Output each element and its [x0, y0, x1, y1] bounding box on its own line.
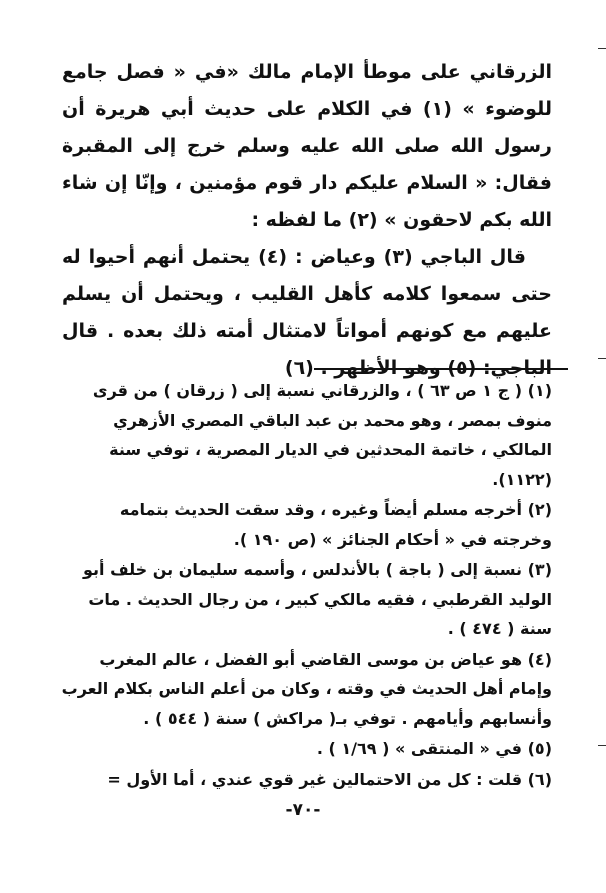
footnote: (٤) هو عياض بن موسى القاضي أبو الفضل ، عالم المغرب وإمام أهل الحديث في وقته ، وكان من أعلم الناس بكلام العرب وأنسابهم وأيامهم . توفي بـ( مراكش ) سنة ( ٥٤٤ ) .: [61, 649, 552, 728]
continuation-mark: =: [107, 769, 121, 789]
footnote-continued: [60, 765, 552, 795]
main-paragraph: قال الباجي (٣) وعياض : (٤) يحتمل أنهم أحيوا له حتى سمعوا كلامه كأهل القليب ، ويحتمل أن يسلم عليهم مع كونهم أمواتاً لامتثال أمته ذلك بعده . قال الباجي: (٥) وهو الأظهر . (٦): [62, 246, 552, 379]
footnote: (٥) في « المنتقى » ( ١/٦٩ ) .: [316, 739, 552, 758]
footnote-text: (٦) قلت : كل من الاحتمالين غير قوي عندي ، أما الأول: [126, 769, 552, 789]
footnote-separator: [314, 368, 568, 370]
margin-tick: [598, 358, 606, 359]
footnote: (٢) أخرجه مسلم أيضاً وغيره ، وقد سقت الحديث بتمامه وخرجته في « أحكام الجنائز » (ص ١٩٠ ).: [119, 500, 552, 549]
footnote: (٣) نسبة إلى ( باجة ) بالأندلس ، وأسمه سليمان بن خلف أبو الوليد القرطبي ، فقيه مالكي كبير ، من رجال الحديث . مات سنة ( ٤٧٤ ) .: [82, 560, 552, 638]
footnote: (١) ( ج ١ ص ٦٣ ) ، والزرقاني نسبة إلى ( زرقان ) من قرى منوف بمصر ، وهو محمد بن عبد الباقي المصري الأزهري المالكي ، خاتمة المحدثين في الديار المصرية ، توفي سنة (١١٢٢).: [92, 381, 552, 489]
margin-tick: [598, 48, 606, 49]
main-paragraph: الزرقاني على موطأ الإمام مالك «في « فصل جامع للوضوء » (١) في الكلام على حديث أبي هريرة أن رسول الله صلى الله عليه وسلم خرج إلى المقبرة فقال: « السلام عليكم دار قوم مؤمنين ، وإنّا إن شاء الله بكم لاحقون » (٢) ما لفظه :: [62, 61, 552, 231]
footnotes: [60, 376, 552, 795]
page-number: -٧٠-: [285, 800, 321, 820]
main-text: [62, 54, 552, 387]
margin-tick: [598, 745, 606, 746]
